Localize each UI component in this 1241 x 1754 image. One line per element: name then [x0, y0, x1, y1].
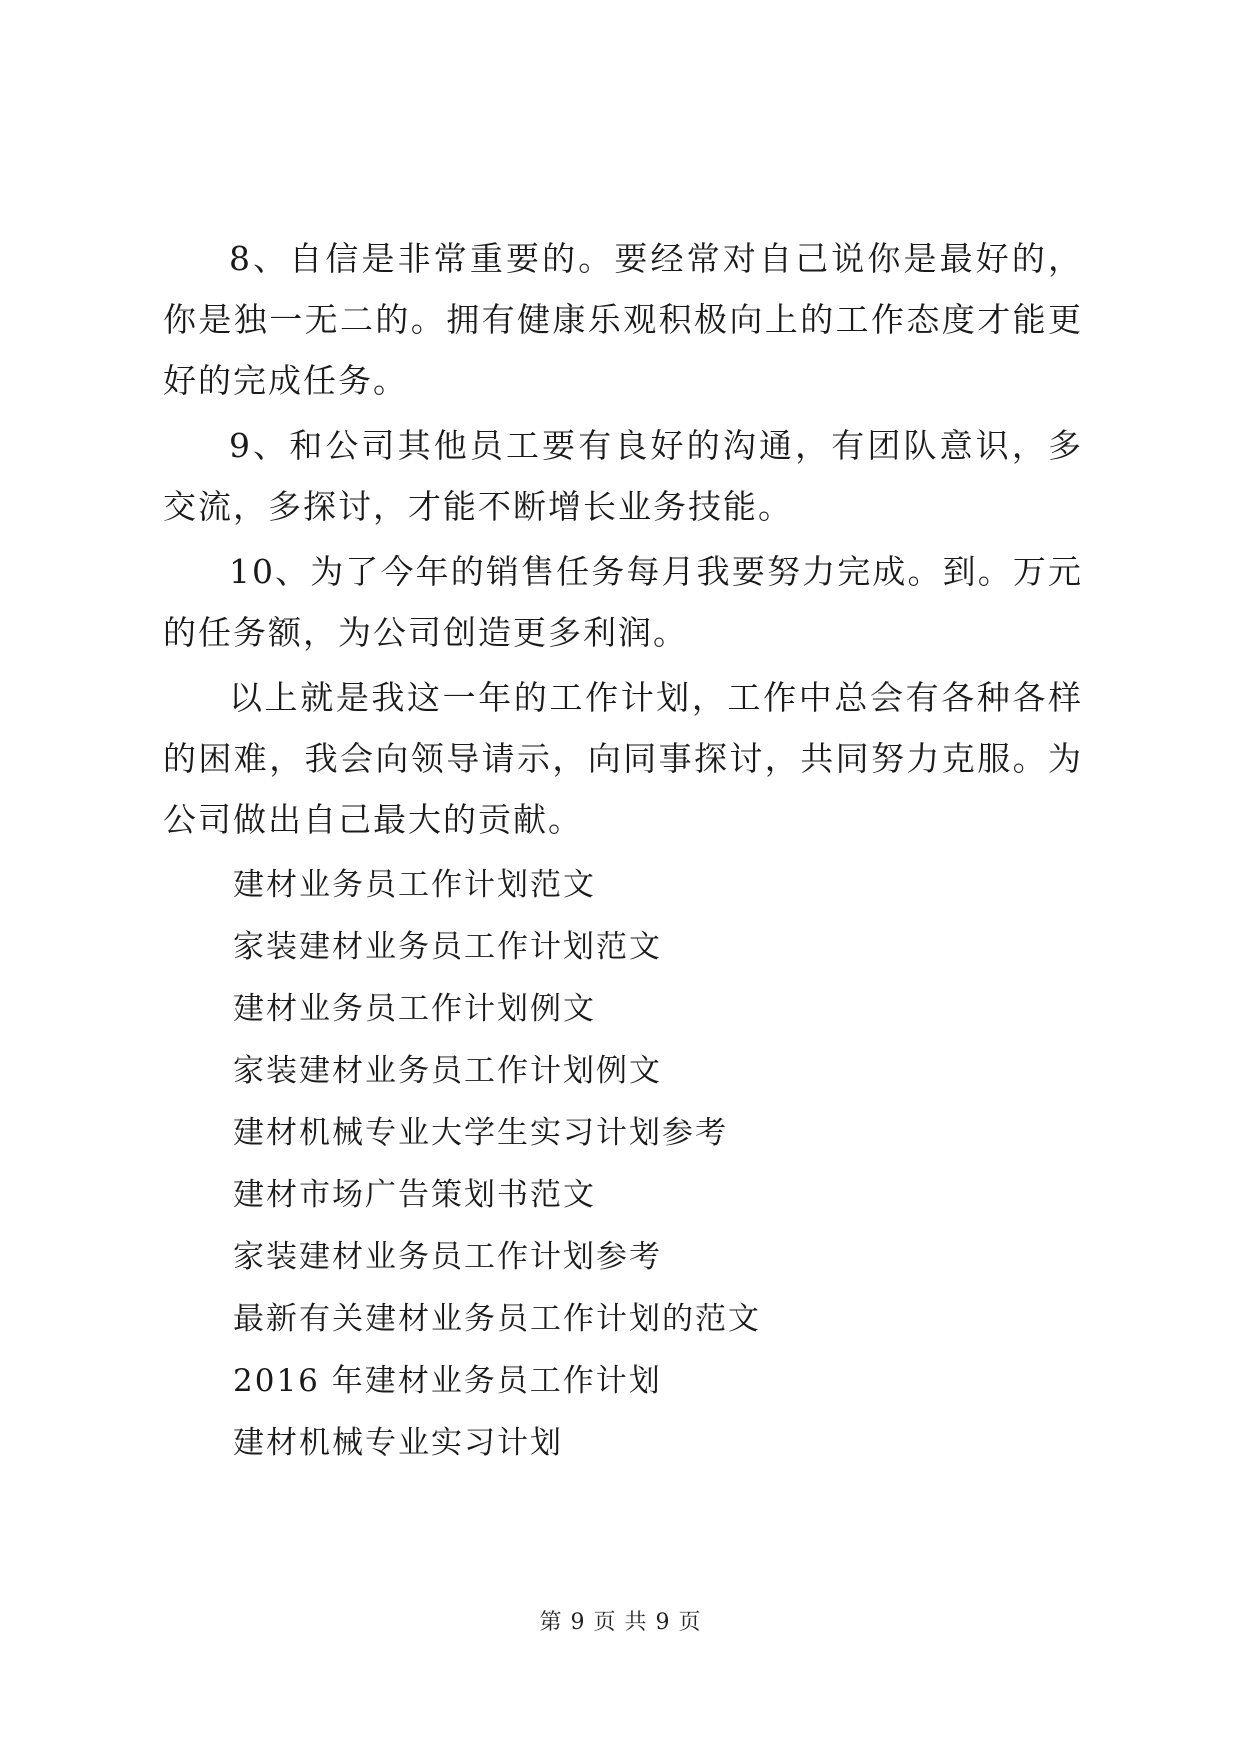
related-title: 建材业务员工作计划范文	[233, 867, 596, 903]
related-title: 家装建材业务员工作计划参考	[233, 1239, 662, 1275]
paragraph-conclusion: 以上就是我这一年的工作计划，工作中总会有各种各样的困难，我会向领导请示，向同事探讨，共同努力克服。为公司做出自己最大的贡献。	[163, 678, 1083, 839]
related-title: 家装建材业务员工作计划范文	[233, 929, 662, 965]
related-title: 建材市场广告策划书范文	[233, 1177, 596, 1213]
related-title: 建材机械专业大学生实习计划参考	[233, 1115, 728, 1151]
paragraph-item-9: 9、和公司其他员工要有良好的沟通，有团队意识，多交流，多探讨，才能不断增长业务技能。	[163, 426, 1083, 526]
related-titles-list	[163, 854, 1083, 1474]
related-title: 建材机械专业实习计划	[233, 1425, 563, 1461]
document-body	[163, 228, 1083, 1474]
paragraph-item-10: 10、为了今年的销售任务每月我要努力完成。到。万元的任务额，为公司创造更多利润。	[163, 552, 1083, 652]
page-footer: 第 9 页 共 9 页	[539, 1610, 702, 1635]
related-title: 2016 年建材业务员工作计划	[233, 1363, 662, 1399]
related-title: 建材业务员工作计划例文	[233, 991, 596, 1027]
paragraph-item-8: 8、自信是非常重要的。要经常对自己说你是最好的，你是独一无二的。拥有健康乐观积极向上的工作态度才能更好的完成任务。	[163, 239, 1083, 400]
related-title: 家装建材业务员工作计划例文	[233, 1053, 662, 1089]
related-title: 最新有关建材业务员工作计划的范文	[233, 1301, 761, 1337]
